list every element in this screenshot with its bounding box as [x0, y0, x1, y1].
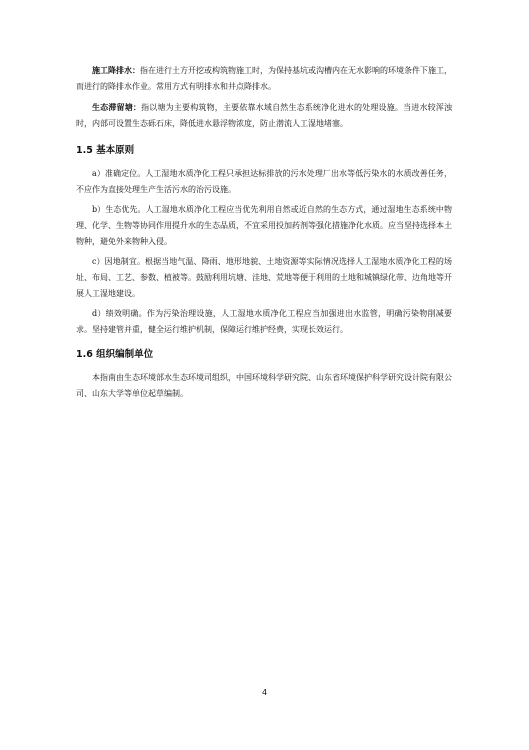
organizing-units-paragraph: 本指南由生态环境部水生态环境司组织，中国环境科学研究院、山东省环境保护科学研究设计院有限公司、山东大学等单位起草编制。 — [76, 373, 452, 398]
section-heading-basic-principles: 1.5 基本原则 — [76, 145, 135, 156]
section-heading-organizing-units: 1.6 组织编制单位 — [76, 349, 154, 360]
definition-text-ecological-detention-pond: 指以塘为主要构筑物，主要依靠水域自然生态系统净化进水的处理设施。当进水较浑浊时，内部可设置生态砾石床，降低进水悬浮物浓度，防止潜流人工湿地堵塞。 — [76, 103, 453, 128]
page-number: 4 — [261, 688, 268, 697]
definition-text-construction-dewatering: 指在进行土方开挖或构筑物施工时，为保持基坑或沟槽内在无水影响的环境条件下施工，而进行的降排水作业。常用方式有明排水和井点降排水。 — [76, 66, 452, 91]
principle-local-adaptation: c）因地制宜。根据当地气温、降雨、地形地貌、土地资源等实际情况选择人工湿地水质净化工程的场址、布局、工艺、参数、植被等。鼓励利用坑塘、洼地、荒地等便于利用的土地和城镇绿化带、边角地等开展人工湿地建设。 — [76, 257, 452, 298]
term-construction-dewatering: 施工降排水： — [92, 65, 140, 75]
principle-accurate-positioning: a）准确定位。人工湿地水质净化工程只承担达标排放的污水处理厂出水等低污染水的水质改善任务，不应作为直接处理生产生活污水的治污设施。 — [76, 169, 452, 194]
term-ecological-detention-pond: 生态滞留塘： — [92, 102, 142, 112]
principle-ecology-first: b）生态优先。人工湿地水质净化工程应当优先利用自然或近自然的生态方式，通过湿地生态系统中物理、化学、生物等协同作用提升水的生态品质，不宜采用投加药剂等强化措施净化水质。应当坚持选择本土物种，避免外来物种入侵。 — [76, 205, 452, 246]
page-content — [76, 62, 452, 402]
definition-ecological-detention-pond — [76, 99, 452, 132]
principle-clear-performance: d）绩效明确。作为污染治理设施，人工湿地水质净化工程应当加强进出水监管，明确污染物削减要求。坚持建管并重，健全运行维护机制，保障运行维护经费，实现长效运行。 — [76, 309, 452, 334]
definition-construction-dewatering — [76, 62, 452, 95]
